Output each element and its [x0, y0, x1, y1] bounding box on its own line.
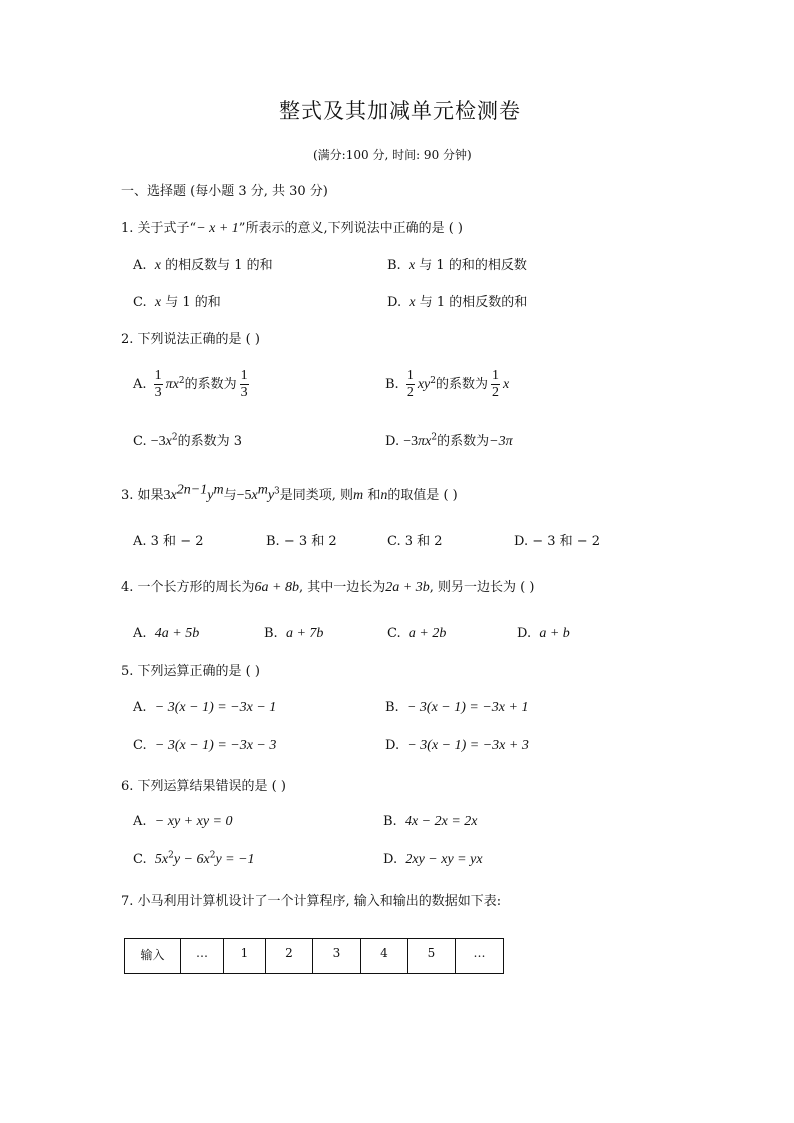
option-variable: xy [417, 377, 431, 393]
option-variable: x [408, 258, 416, 273]
option-label: C. [387, 626, 401, 641]
q4-option-c[interactable] [387, 627, 446, 641]
option-expression: 2xy − xy = yx [405, 852, 483, 867]
table-cell: 3 [313, 939, 361, 974]
option-label: D. [385, 434, 400, 449]
table-cell: … [181, 939, 224, 974]
page-subtitle: (满分:100 分, 时间: 90 分钟) [313, 148, 472, 162]
option-text: 的系数为 [184, 377, 237, 393]
perimeter-expression: 6a + 8b [254, 580, 299, 595]
q4-stem-start: 4. 一个长方形的周长为 [121, 580, 255, 595]
q3-stem-connector: 与 [223, 488, 237, 503]
question-1-stem [121, 222, 463, 236]
q5-option-d[interactable] [385, 739, 529, 753]
term-variable: x [251, 488, 258, 503]
table-cell: 5 [408, 939, 456, 974]
expression-part: y − 6x [173, 852, 210, 867]
question-5-stem: 5. 下列运算正确的是 ( ) [121, 664, 260, 679]
fraction [240, 368, 249, 401]
q3-and: 和 [367, 488, 381, 503]
q3-stem-end: 的取值是 ( ) [387, 488, 458, 503]
page-title: 整式及其加减单元检测卷 [279, 99, 521, 123]
exponent: m [213, 482, 224, 498]
question-4-stem [121, 581, 534, 595]
option-label: B. [385, 377, 399, 393]
expression-part: 5x [154, 852, 169, 867]
exponent: 3 [274, 486, 280, 497]
option-expression: 4a + 5b [154, 626, 200, 641]
term-coefficient: 3 [163, 488, 171, 503]
table-cell: … [456, 939, 504, 974]
exponent: 2 [430, 375, 436, 386]
q3-option-a[interactable]: A. 3 和 − 2 [133, 534, 204, 549]
option-text: 的系数为 3 [177, 434, 243, 449]
question-6-stem: 6. 下列运算结果错误的是 ( ) [121, 779, 286, 794]
term-variable: y [207, 488, 214, 503]
exponent: 2 [209, 850, 216, 861]
option-text: 的相反数与 1 的和 [161, 258, 273, 273]
option-label: C. [133, 852, 147, 867]
option-text: 与 1 的和 [161, 295, 221, 310]
option-label: C. [133, 295, 147, 310]
section-heading: 一、选择题 (每小题 3 分, 共 30 分) [121, 184, 328, 199]
q2-option-b[interactable] [385, 368, 509, 401]
coefficient: −3 [403, 434, 419, 449]
option-label: B. [383, 814, 397, 829]
q6-option-b[interactable] [383, 815, 478, 829]
variable-m: m [353, 488, 364, 503]
q4-stem-end: , 则另一边长为 ( ) [429, 580, 535, 595]
q6-option-d[interactable] [383, 853, 483, 867]
table-cell: 输入 [125, 939, 181, 974]
q1-option-d[interactable] [387, 296, 527, 310]
q6-option-a[interactable] [133, 815, 233, 829]
option-label: D. [383, 852, 398, 867]
table-cell: 4 [361, 939, 408, 974]
q2-option-d[interactable] [385, 432, 513, 449]
exponent: 2 [171, 432, 178, 443]
option-label: A. [133, 258, 147, 273]
option-variable: πx [418, 434, 432, 449]
option-text: 与 1 的相反数的和 [415, 295, 528, 310]
term-coefficient: −5 [236, 488, 252, 503]
side-expression: 2a + 3b [385, 580, 430, 595]
option-expression: − 3(x − 1) = −3x − 1 [154, 700, 277, 715]
denominator: 2 [492, 385, 500, 401]
coefficient: −3 [150, 434, 166, 449]
q3-option-c[interactable]: C. 3 和 2 [387, 534, 443, 549]
q2-option-c[interactable] [133, 432, 243, 449]
table-row [125, 939, 504, 974]
option-label: B. [385, 700, 399, 715]
option-label: D. [387, 295, 402, 310]
option-label: C. [133, 738, 147, 753]
q6-option-c[interactable] [133, 850, 255, 867]
option-text: 的系数为 [437, 434, 490, 449]
exponent: 2 [431, 432, 438, 443]
option-label: A. [133, 377, 147, 393]
exponent: 2n−1 [176, 482, 208, 498]
option-expression: 4x − 2x = 2x [404, 814, 478, 829]
option-label: A. [133, 814, 147, 829]
exponent: m [257, 482, 268, 498]
option-expression: − 3(x − 1) = −3x + 1 [406, 700, 529, 715]
q3-stem-start: 3. 如果 [121, 488, 164, 503]
question-3-stem [121, 482, 458, 503]
option-expression: a + b [539, 626, 570, 641]
option-variable: x [154, 295, 162, 310]
option-variable: x [409, 295, 416, 310]
q4-stem-middle: , 其中一边长为 [299, 580, 386, 595]
denominator: 3 [154, 385, 162, 401]
q3-option-d[interactable]: D. − 3 和 − 2 [514, 534, 601, 549]
option-expression: − 3(x − 1) = −3x + 3 [407, 738, 529, 753]
numerator: 1 [154, 368, 163, 385]
option-result: −3π [489, 434, 513, 449]
numerator: 1 [406, 368, 415, 385]
fraction [154, 368, 163, 401]
q5-option-c[interactable] [133, 739, 276, 753]
q1-expression: − x + 1 [196, 221, 239, 236]
denominator: 2 [406, 385, 414, 401]
q4-option-a[interactable] [133, 627, 199, 641]
table-cell: 1 [224, 939, 266, 974]
option-label: B. [264, 626, 278, 641]
q1-stem-start: 1. 关于式子“ [121, 221, 197, 236]
option-label: D. [517, 626, 532, 641]
option-expression: − 3(x − 1) = −3x − 3 [154, 738, 277, 753]
option-variable: πx [165, 377, 179, 393]
term-variable: x [170, 488, 177, 503]
q2-option-a[interactable] [133, 368, 252, 401]
variable-n: n [380, 488, 388, 503]
exponent: 2 [168, 850, 174, 861]
denominator: 3 [240, 385, 248, 401]
q3-stem-middle: 是同类项, 则 [279, 488, 354, 503]
option-text: 与 1 的和的相反数 [415, 258, 527, 273]
q4-option-b[interactable] [264, 627, 323, 641]
q5-option-b[interactable] [385, 701, 528, 715]
option-variable: x [165, 434, 172, 449]
q3-option-b[interactable]: B. − 3 和 2 [266, 534, 337, 549]
option-expression: a + 7b [285, 626, 324, 641]
exponent: 2 [178, 375, 185, 386]
q5-option-a[interactable] [133, 701, 276, 715]
option-label: A. [133, 626, 147, 641]
option-label: D. [385, 738, 400, 753]
q1-option-c[interactable] [133, 296, 221, 310]
fraction [491, 368, 500, 401]
option-label: A. [133, 700, 147, 715]
option-variable: x [154, 258, 162, 273]
option-label: C. [133, 434, 147, 449]
q1-option-a[interactable] [133, 259, 273, 273]
fraction [406, 368, 415, 401]
question-7-stem: 7. 小马利用计算机设计了一个计算程序, 输入和输出的数据如下表: [121, 894, 502, 909]
numerator: 1 [240, 368, 249, 385]
option-text: 的系数为 [436, 377, 489, 393]
option-expression: a + 2b [408, 626, 447, 641]
q1-option-b[interactable] [387, 259, 527, 273]
q1-stem-end: ”所表示的意义,下列说法中正确的是 ( ) [238, 221, 463, 236]
expression-part: y = −1 [215, 852, 255, 867]
option-variable: x [503, 377, 510, 393]
option-label: B. [387, 258, 401, 273]
numerator: 1 [491, 368, 500, 385]
table-cell: 2 [266, 939, 313, 974]
io-table [124, 938, 504, 974]
question-2-stem: 2. 下列说法正确的是 ( ) [121, 332, 260, 347]
term-variable: y [267, 488, 275, 503]
option-expression: − xy + xy = 0 [154, 814, 233, 829]
q4-option-d[interactable] [517, 627, 570, 641]
